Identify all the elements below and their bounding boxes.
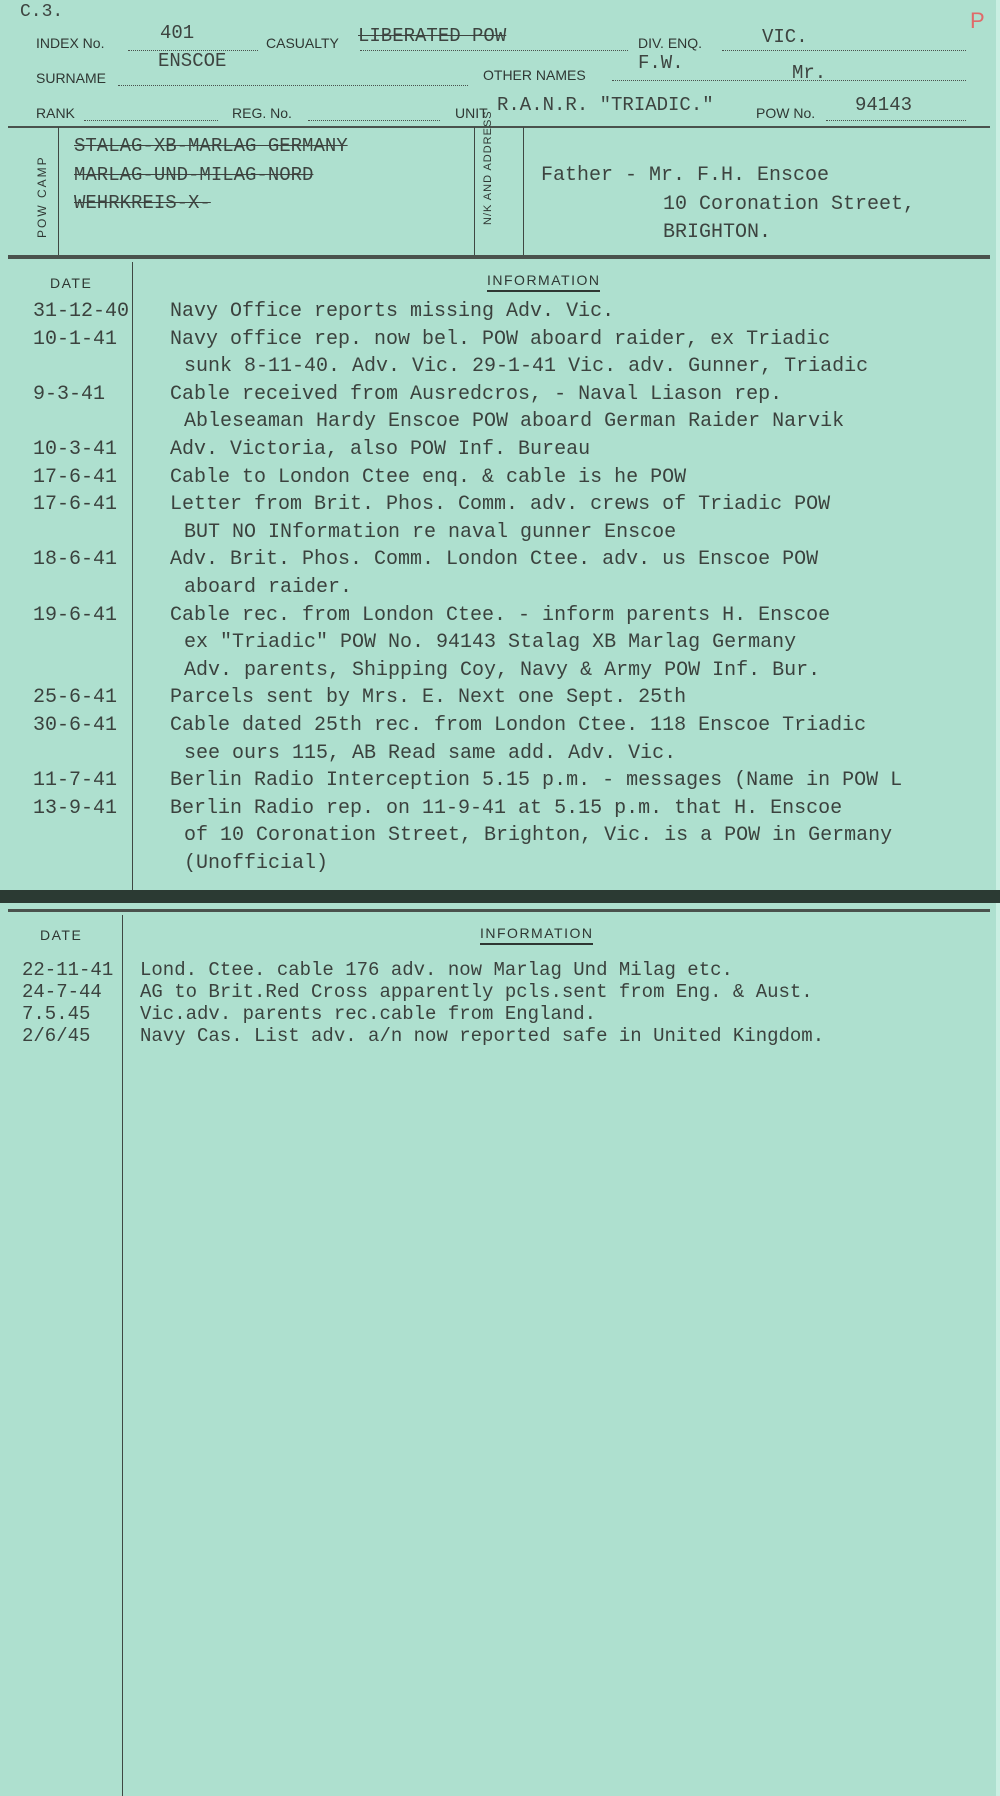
reg-no-label: REG. No. (232, 105, 292, 121)
entry-text-line: Navy Office reports missing Adv. Vic. (170, 300, 615, 323)
entry-date: 19-6-41 (33, 603, 118, 627)
surname-label: SURNAME (36, 70, 107, 86)
other-names-label: OTHER NAMES (483, 67, 586, 83)
entry-text-line: Adv. Brit. Phos. Comm. London Ctee. adv. us Enscoe POW (170, 548, 819, 572)
div-enq-label: DIV. ENQ. (638, 35, 703, 51)
entry-text-line: (Unofficial) (184, 852, 329, 875)
entry-date: 24-7-44 (22, 981, 102, 1003)
entry-text-line: Adv. Victoria, also POW Inf. Bureau (170, 438, 591, 461)
entry-text-line: Berlin Radio Interception 5.15 p.m. - messages (Name in POW L (170, 769, 903, 793)
entry-text-line: Cable rec. from London Ctee. - inform parents H. Enscoe (170, 603, 831, 627)
entry-text-line: sunk 8-11-40. Adv. Vic. 29-1-41 Vic. adv. Gunner, Triadic (184, 355, 869, 379)
index-no-label: INDEX No. (36, 35, 105, 51)
entry-date: 9-3-41 (33, 382, 106, 406)
entry-date: 22-11-41 (22, 959, 114, 981)
entry-date: 31-12-40 (33, 300, 130, 323)
div-enq-value: VIC. (762, 26, 808, 48)
surname-value: ENSCOE (158, 50, 227, 72)
corner-code: C.3. (20, 2, 64, 22)
entry-date: 11-7-41 (33, 769, 118, 793)
entry-date: 13-9-41 (33, 796, 118, 820)
pow-camp-line: MARLAG-UND-MILAG-NORD (74, 164, 314, 186)
date-header: DATE (50, 275, 93, 291)
nok-label: N/K AND ADDRESS (482, 110, 494, 225)
pow-camp-label: POW CAMP (35, 155, 49, 238)
casualty-label: CASUALTY (266, 35, 339, 51)
nok-line: Father - Mr. F.H. Enscoe (541, 164, 830, 187)
entry-date: 30-6-41 (33, 714, 118, 737)
pow-no-label: POW No. (756, 105, 816, 121)
pow-camp-line: STALAG-XB-MARLAG GERMANY (74, 135, 348, 157)
entry-text-line: Berlin Radio rep. on 11-9-41 at 5.15 p.m. that H. Enscoe (170, 796, 843, 820)
entry-date: 2/6/45 (22, 1025, 91, 1047)
entry-text-line: aboard raider. (184, 576, 353, 599)
entry-date: 7.5.45 (22, 1003, 91, 1025)
entry-text-line: Cable received from Ausredcros, - Naval Liason rep. (170, 382, 783, 406)
entry-text-line: Navy office rep. now bel. POW aboard raider, ex Triadic (170, 327, 831, 351)
entry-date: 17-6-41 (33, 493, 118, 517)
entry-date: 18-6-41 (33, 548, 118, 572)
entry-text-line: Ableseaman Hardy Enscoe POW aboard German Raider Narvik (184, 410, 845, 434)
entry-text-line: Letter from Brit. Phos. Comm. adv. crews of Triadic POW (170, 493, 831, 517)
unit-value: R.A.N.R. "TRIADIC." (497, 94, 714, 116)
entry-text-line: Adv. parents, Shipping Coy, Navy & Army POW Inf. Bur. (184, 658, 821, 682)
entry-text-line: Cable dated 25th rec. from London Ctee. 118 Enscoe Triadic (170, 714, 867, 737)
nok-line: BRIGHTON. (663, 221, 772, 244)
information-header: INFORMATION (487, 272, 600, 292)
entry-text-line: Navy Cas. List adv. a/n now reported safe in United Kingdom. (140, 1025, 825, 1047)
entry-date: 10-1-41 (33, 327, 118, 351)
entry-text-line: Vic.adv. parents rec.cable from England. (140, 1003, 597, 1025)
title-value: Mr. (792, 62, 827, 84)
entry-text-line: AG to Brit.Red Cross apparently pcls.sent from Eng. & Aust. (140, 981, 813, 1003)
entry-text-line: Parcels sent by Mrs. E. Next one Sept. 25th (170, 686, 687, 710)
entry-text-line: Cable to London Ctee enq. & cable is he POW (170, 465, 687, 489)
entry-text-line: see ours 115, AB Read same add. Adv. Vic. (184, 741, 677, 765)
pow-no-value: 94143 (855, 94, 913, 116)
entry-date: 17-6-41 (33, 465, 118, 489)
index-no-value: 401 (160, 22, 195, 44)
nok-line: 10 Coronation Street, (663, 193, 916, 216)
information-header: INFORMATION (480, 925, 593, 945)
pow-index-card-continuation (0, 903, 1000, 1796)
date-header: DATE (40, 927, 83, 943)
pow-camp-line: WEHRKREIS-X- (74, 192, 211, 214)
other-names-value: F.W. (638, 52, 684, 74)
entry-text-line: Lond. Ctee. cable 176 adv. now Marlag Und Milag etc. (140, 959, 733, 981)
pow-index-card-front (0, 0, 1000, 890)
entry-text-line: ex "Triadic" POW No. 94143 Stalag XB Marlag Germany (184, 631, 797, 655)
entry-text-line: of 10 Coronation Street, Brighton, Vic. is a POW in Germany (184, 824, 893, 848)
rank-label: RANK (36, 105, 75, 121)
entry-date: 25-6-41 (33, 686, 118, 710)
entry-date: 10-3-41 (33, 438, 118, 461)
entry-text-line: BUT NO INformation re naval gunner Enscoe (184, 520, 677, 544)
casualty-value: LIBERATED POW (358, 25, 507, 47)
corner-mark: P (970, 8, 985, 33)
unit-label: UNIT (455, 105, 488, 121)
